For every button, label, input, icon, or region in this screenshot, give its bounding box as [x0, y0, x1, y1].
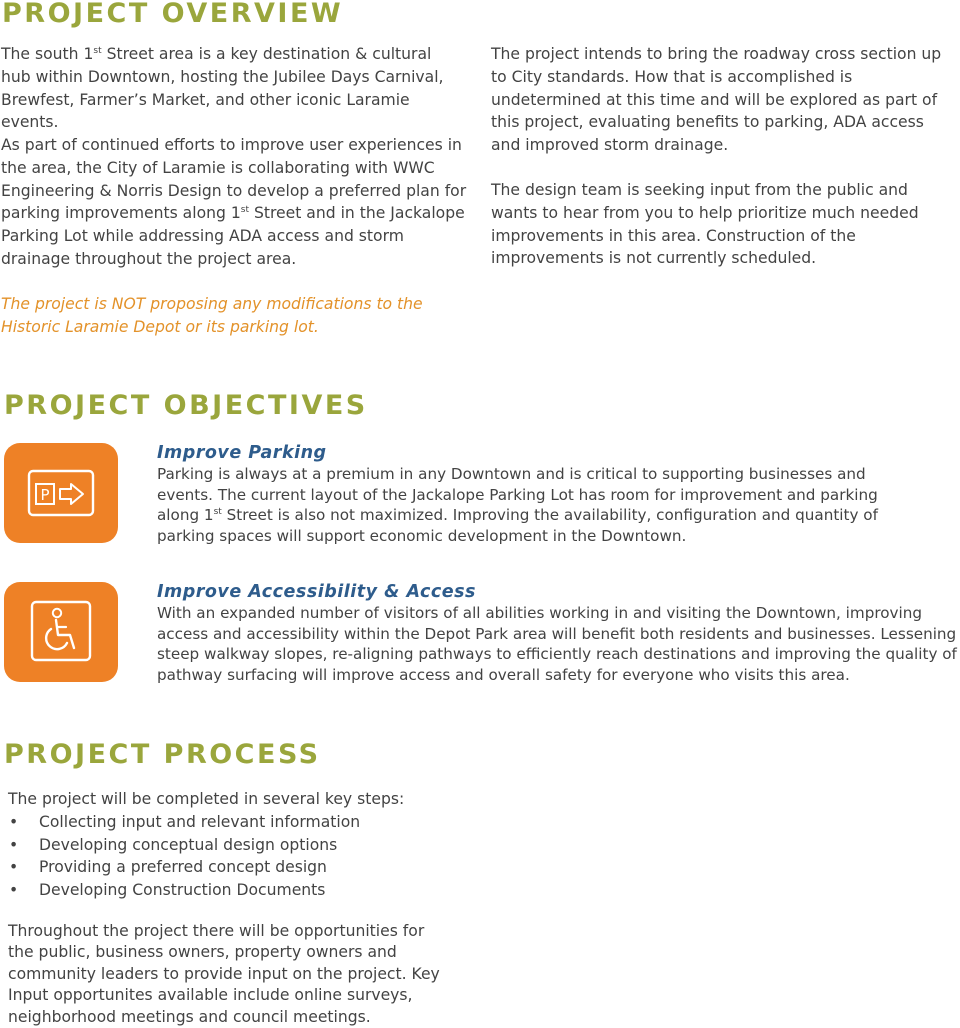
process-closing: Throughout the project there will be opportunities for the public, business owners, property owners and community leaders to provide input on the project. Key Input opportunites available include online surveys, neighborhood meetings and council meetings.: [8, 922, 440, 1026]
overview-left-p1-text-b: Street area is a key destination & cultural hub within Downtown, hosting the Jubilee Days Carnival, Brewfest, Farmer’s Market, and other iconic Laramie events.: [1, 45, 444, 132]
wheelchair-icon: [4, 582, 118, 682]
ordinal-suffix: st: [213, 507, 222, 518]
overview-left-p2-text-b: Street and in the Jackalope Parking Lot while addressing ADA access and storm drainage throughout the project area.: [1, 204, 465, 268]
improve-parking-text: [157, 464, 897, 546]
process-step: • Collecting input and relevant information: [8, 811, 478, 834]
overview-left-paragraph-2: [1, 134, 471, 271]
overview-left-p2-text-a: As part of continued efforts to improve user experiences in the area, the City of Laramie is collaborating with WWC Engineering & Norris Design to develop a preferred plan for parking improvements along 1: [1, 136, 467, 223]
improve-accessibility-title: Improve Accessibility & Access: [157, 582, 476, 602]
overview-right-paragraph-2: The design team is seeking input from the public and wants to hear from you to help prioritize much needed improvements in this area. Construction of the improvements is not currently scheduled.: [491, 181, 919, 268]
parking-sign-icon: [4, 443, 118, 543]
overview-depot-note: The project is NOT proposing any modifications to the Historic Laramie Depot or its parking lot.: [1, 295, 423, 336]
overview-left-paragraph-1: [1, 43, 463, 134]
parking-icon-letter: P: [40, 486, 50, 504]
process-step: • Developing Construction Documents: [8, 879, 478, 902]
improve-parking-text-b: Street is also not maximized. Improving the availability, configuration and quantity of parking spaces will support economic development in the Downtown.: [157, 506, 878, 545]
process-step: • Developing conceptual design options: [8, 834, 478, 857]
accessibility-icon-tile: [4, 582, 118, 682]
process-steps-list: [8, 811, 478, 901]
improve-parking-title: Improve Parking: [157, 443, 327, 463]
overview-left-p1-text-a: The south 1: [1, 45, 94, 63]
process-step: • Providing a preferred concept design: [8, 856, 478, 879]
process-intro: The project will be completed in several key steps:: [8, 790, 405, 808]
improve-parking-text-a: Parking is always at a premium in any Downtown and is critical to supporting businesses and events. The current layout of the Jackalope Parking Lot has room for improvement and parking along 1: [157, 465, 878, 525]
ordinal-suffix: st: [93, 46, 102, 56]
improve-accessibility-text: With an expanded number of visitors of all abilities working in and visiting the Downtown, improving access and accessibility within the Depot Park area will benefit both residents and businesses. Lessening steep walkway slopes, re-aligning pathways to efficiently reach destinations and improving the quality of pathway surfacing will improve access and overall safety for everyone who visits this area.: [157, 604, 957, 684]
overview-right-paragraph-1: The project intends to bring the roadway cross section up to City standards. How that is accomplished is undetermined at this time and will be explored as part of this project, evaluating benefits to parking, ADA access and improved storm drainage.: [491, 45, 942, 155]
parking-icon-tile: [4, 443, 118, 543]
process-heading: PROJECT PROCESS: [4, 739, 321, 770]
ordinal-suffix: st: [240, 205, 249, 216]
objectives-heading: PROJECT OBJECTIVES: [4, 390, 368, 421]
overview-heading: PROJECT OVERVIEW: [2, 0, 344, 29]
